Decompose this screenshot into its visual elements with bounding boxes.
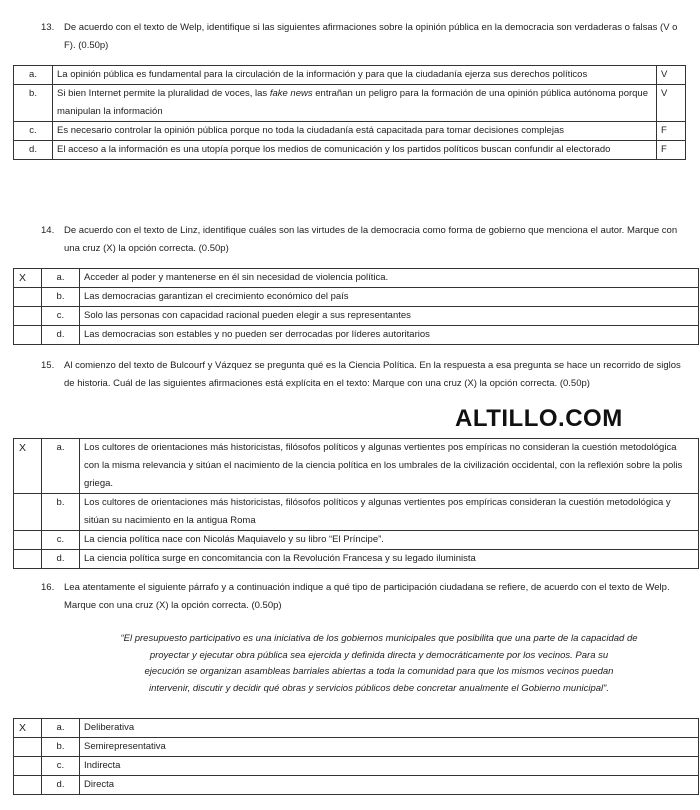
quote-line: intervenir, discutir y decidir qué obras y servicios públicos debe concretar anualmente el Gobierno municipal”. — [149, 682, 609, 694]
option-text: Las democracias son estables y no pueden ser derrocadas por líderes autoritarios — [80, 326, 699, 345]
mark-cell[interactable]: X — [14, 719, 42, 738]
option-text: Las democracias garantizan el crecimiento económico del país — [80, 288, 699, 307]
row-letter: c. — [14, 122, 53, 141]
row-letter: d. — [42, 776, 80, 795]
question-number: 15. — [41, 360, 55, 371]
table-row — [14, 531, 699, 550]
option-text: Deliberativa — [80, 719, 699, 738]
question-text: Al comienzo del texto de Bulcourf y Vázquez se pregunta qué es la Ciencia Política. En la respuesta a esa pregunta se hace un recorrido de siglos de historia. Cuál de las siguientes afirmaciones está explícita en el texto: Marque con una cruz (X) la opción correcta. (0.50p) — [64, 360, 681, 389]
quote-line: ejecución se organizan asambleas barriales abiertas a toda la comunidad para que los mismos vecinos puedan — [144, 666, 614, 677]
question-15 — [41, 357, 681, 393]
row-letter: a. — [14, 66, 53, 85]
table-row — [14, 66, 686, 85]
table-row — [14, 269, 699, 288]
table-row — [14, 550, 699, 569]
option-text: Acceder al poder y mantenerse en él sin necesidad de violencia política. — [80, 269, 699, 288]
question-14 — [41, 222, 681, 258]
altillo-watermark: ALTILLO.COM — [455, 405, 623, 432]
statement-text: La opinión pública es fundamental para la circulación de la información y para que la ciudadanía ejerza sus derechos políticos — [53, 66, 657, 85]
quote-paragraph — [80, 631, 678, 697]
row-letter: b. — [42, 494, 80, 531]
statement-text: Es necesario controlar la opinión pública porque no toda la ciudadanía está capacitada para tomar decisiones complejas — [53, 122, 657, 141]
statement-text — [53, 85, 657, 122]
row-letter: b. — [42, 288, 80, 307]
quote-line: “El presupuesto participativo es una iniciativa de los gobiernos municipales que posibilita que una parte de la capacidad de — [120, 633, 638, 644]
mark-cell[interactable] — [14, 738, 42, 757]
option-text: Semirepresentativa — [80, 738, 699, 757]
option-text: Los cultores de orientaciones más historicistas, filósofos políticos y algunas vertientes pos empíricas consideran la cuestión metodológica y sitúan su nacimiento en la antigua Roma — [80, 494, 699, 531]
answer-cell[interactable]: V — [657, 85, 686, 122]
question-text: De acuerdo con el texto de Linz, identifique cuáles son las virtudes de la democracia como forma de gobierno que menciona el autor. Marque con una cruz (X) la opción correcta. (0.50p) — [64, 225, 678, 254]
mark-cell[interactable] — [14, 776, 42, 795]
option-text: Solo las personas con capacidad racional pueden elegir a sus representantes — [80, 307, 699, 326]
mark-cell[interactable] — [14, 757, 42, 776]
quote-line: proyectar y ejecutar obra pública sea ejercida y definida directa y democráticamente por los vecinos. Para su — [149, 649, 609, 661]
statement-text-pre: Si bien Internet permite la pluralidad de voces, las — [57, 88, 270, 99]
mark-cell[interactable] — [14, 531, 42, 550]
table-row — [14, 307, 699, 326]
table-row — [14, 288, 699, 307]
row-letter: c. — [42, 757, 80, 776]
row-letter: b. — [42, 738, 80, 757]
question-number: 14. — [41, 225, 55, 236]
question-13 — [41, 19, 681, 55]
table-row — [14, 85, 686, 122]
q13-table — [13, 65, 686, 160]
option-text: Indirecta — [80, 757, 699, 776]
question-number: 16. — [41, 582, 55, 593]
table-row — [14, 738, 699, 757]
option-text: Directa — [80, 776, 699, 795]
q16-table — [13, 718, 699, 795]
answer-cell[interactable]: V — [657, 66, 686, 85]
row-letter: c. — [42, 531, 80, 550]
mark-cell[interactable]: X — [14, 439, 42, 494]
question-text: Lea atentamente el siguiente párrafo y a continuación indique a qué tipo de participación ciudadana se refiere, de acuerdo con el texto de Welp. Marque con una cruz (X) la opción correcta. (0.50p) — [64, 582, 670, 611]
row-letter: d. — [14, 141, 53, 160]
table-row — [14, 326, 699, 345]
answer-cell[interactable]: F — [657, 141, 686, 160]
statement-text: El acceso a la información es una utopía porque los medios de comunicación y los partidos políticos buscan confundir al electorado — [53, 141, 657, 160]
mark-cell[interactable] — [14, 307, 42, 326]
table-row — [14, 439, 699, 494]
mark-cell[interactable] — [14, 550, 42, 569]
statement-text-post: entrañan un peligro para la formación de una opinión pública autónoma porque manipulan la información — [57, 88, 648, 117]
fake-news-term: fake news — [269, 88, 313, 99]
row-letter: d. — [42, 550, 80, 569]
question-number: 13. — [41, 22, 55, 33]
table-row — [14, 719, 699, 738]
row-letter: a. — [42, 269, 80, 288]
row-letter: a. — [42, 439, 80, 494]
mark-cell[interactable] — [14, 326, 42, 345]
option-text: La ciencia política surge en concomitancia con la Revolución Francesa y su legado iluminista — [80, 550, 699, 569]
table-row — [14, 776, 699, 795]
option-text: Los cultores de orientaciones más historicistas, filósofos políticos y algunas vertientes pos empíricas no consideran la cuestión metodológica con la misma relevancia y sitúan el nacimiento de la ciencia política en los umbrales de la civilización occidental, con la reflexión sobre la polis griega. — [80, 439, 699, 494]
row-letter: a. — [42, 719, 80, 738]
table-row — [14, 494, 699, 531]
q15-table — [13, 438, 699, 569]
row-letter: c. — [42, 307, 80, 326]
question-text: De acuerdo con el texto de Welp, identifique si las siguientes afirmaciones sobre la opinión pública en la democracia son verdaderas o falsas (V o F). (0.50p) — [64, 22, 678, 51]
option-text: La ciencia política nace con Nicolás Maquiavelo y su libro “El Príncipe”. — [80, 531, 699, 550]
mark-cell[interactable]: X — [14, 269, 42, 288]
mark-cell[interactable] — [14, 494, 42, 531]
q14-table — [13, 268, 699, 345]
mark-cell[interactable] — [14, 288, 42, 307]
answer-cell[interactable]: F — [657, 122, 686, 141]
table-row — [14, 757, 699, 776]
table-row — [14, 141, 686, 160]
question-16 — [41, 579, 681, 615]
row-letter: b. — [14, 85, 53, 122]
row-letter: d. — [42, 326, 80, 345]
table-row — [14, 122, 686, 141]
